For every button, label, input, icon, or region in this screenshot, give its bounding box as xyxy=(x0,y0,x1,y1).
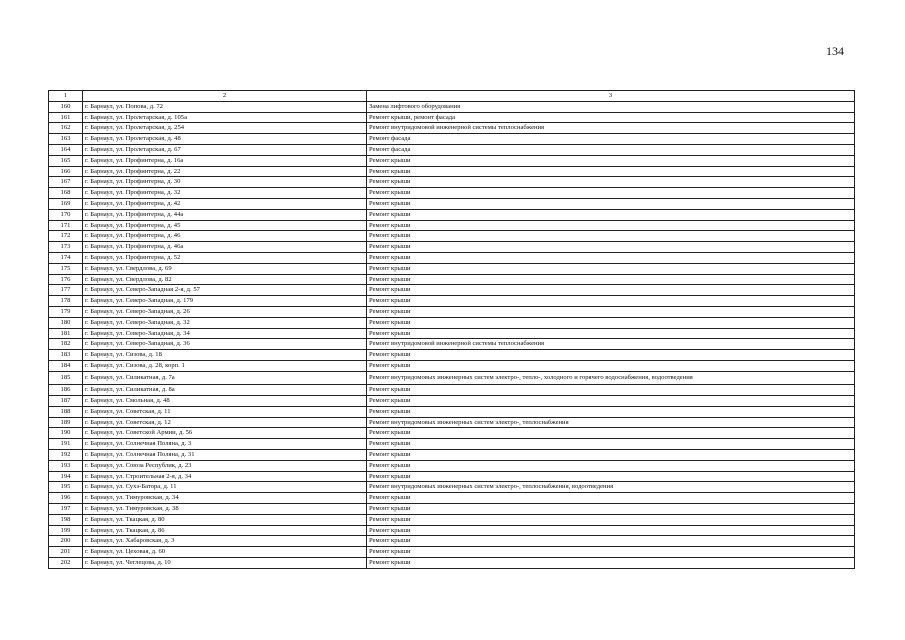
row-number: 199 xyxy=(49,525,83,536)
row-address: г. Барнаул, ул. Профинтерна, д. 16а xyxy=(83,155,367,166)
row-number: 178 xyxy=(49,296,83,307)
row-work-type: Ремонт внутридомовых инженерных систем электро-, теплоснабжения, водоотведения xyxy=(367,482,855,493)
row-address: г. Барнаул, ул. Тимуровская, д. 34 xyxy=(83,493,367,504)
row-work-type: Ремонт внутридомовой инженерной системы теплоснабжения xyxy=(367,339,855,350)
row-work-type: Ремонт крыши xyxy=(367,296,855,307)
row-address: г. Барнаул, ул. Сухэ-Батора, д. 11 xyxy=(83,482,367,493)
table-row xyxy=(49,188,855,199)
row-number: 191 xyxy=(49,439,83,450)
row-number: 192 xyxy=(49,450,83,461)
row-work-type: Ремонт крыши xyxy=(367,209,855,220)
table-row xyxy=(49,134,855,145)
page-number: 134 xyxy=(826,44,844,58)
row-address: г. Барнаул, ул. Свердлова, д. 69 xyxy=(83,263,367,274)
register-table-body xyxy=(49,91,855,569)
row-number: 202 xyxy=(49,557,83,568)
row-number: 169 xyxy=(49,198,83,209)
column-header-address: 2 xyxy=(83,91,367,102)
row-work-type: Ремонт крыши xyxy=(367,396,855,407)
row-number: 179 xyxy=(49,306,83,317)
row-work-type: Ремонт крыши xyxy=(367,177,855,188)
table-row xyxy=(49,112,855,123)
table-row xyxy=(49,263,855,274)
row-work-type: Ремонт крыши xyxy=(367,450,855,461)
row-address: г. Барнаул, ул. Силикатная, д. 7а xyxy=(83,371,367,385)
row-address: г. Барнаул, ул. Ткацкая, д. 80 xyxy=(83,514,367,525)
row-work-type: Ремонт внутридомовой инженерной системы теплоснабжения xyxy=(367,123,855,134)
row-address: г. Барнаул, ул. Пролетарская, д. 67 xyxy=(83,144,367,155)
table-row xyxy=(49,306,855,317)
row-number: 190 xyxy=(49,428,83,439)
table-row xyxy=(49,350,855,361)
table-row xyxy=(49,144,855,155)
table-row xyxy=(49,360,855,371)
row-work-type: Ремонт крыши xyxy=(367,198,855,209)
row-number: 160 xyxy=(49,101,83,112)
row-number: 189 xyxy=(49,417,83,428)
row-work-type: Ремонт фасада xyxy=(367,144,855,155)
table-row xyxy=(49,166,855,177)
table-row xyxy=(49,417,855,428)
row-address: г. Барнаул, ул. Советская, д. 12 xyxy=(83,417,367,428)
row-work-type: Ремонт крыши, ремонт фасада xyxy=(367,112,855,123)
row-address: г. Барнаул, ул. Солнечная Поляна, д. 3 xyxy=(83,439,367,450)
row-address: г. Барнаул, ул. Смольная, д. 48 xyxy=(83,396,367,407)
row-address: г. Барнаул, ул. Союза Республик, д. 23 xyxy=(83,460,367,471)
row-number: 188 xyxy=(49,406,83,417)
register-table xyxy=(48,90,855,569)
row-address: г. Барнаул, ул. Северо-Западная, д. 34 xyxy=(83,328,367,339)
row-work-type: Ремонт крыши xyxy=(367,285,855,296)
row-number: 168 xyxy=(49,188,83,199)
row-work-type: Ремонт крыши xyxy=(367,317,855,328)
row-number: 185 xyxy=(49,371,83,385)
row-number: 200 xyxy=(49,536,83,547)
table-row xyxy=(49,503,855,514)
table-row xyxy=(49,123,855,134)
row-number: 175 xyxy=(49,263,83,274)
row-work-type: Ремонт крыши xyxy=(367,274,855,285)
table-row xyxy=(49,252,855,263)
row-address: г. Барнаул, ул. Профинтерна, д. 52 xyxy=(83,252,367,263)
table-row xyxy=(49,177,855,188)
row-work-type: Ремонт крыши xyxy=(367,503,855,514)
row-address: г. Барнаул, ул. Профинтерна, д. 22 xyxy=(83,166,367,177)
row-address: г. Барнаул, ул. Тимуровская, д. 38 xyxy=(83,503,367,514)
row-work-type: Ремонт крыши xyxy=(367,385,855,396)
row-address: г. Барнаул, ул. Пролетарская, д. 105а xyxy=(83,112,367,123)
row-number: 177 xyxy=(49,285,83,296)
row-address: г. Барнаул, ул. Строительная 2-я, д. 34 xyxy=(83,471,367,482)
row-number: 198 xyxy=(49,514,83,525)
table-header-row xyxy=(49,91,855,102)
row-work-type: Ремонт крыши xyxy=(367,439,855,450)
row-number: 194 xyxy=(49,471,83,482)
row-number: 193 xyxy=(49,460,83,471)
table-row xyxy=(49,406,855,417)
row-number: 183 xyxy=(49,350,83,361)
table-row xyxy=(49,428,855,439)
table-row xyxy=(49,536,855,547)
row-work-type: Ремонт крыши xyxy=(367,328,855,339)
table-row xyxy=(49,339,855,350)
row-work-type: Ремонт крыши xyxy=(367,471,855,482)
row-address: г. Барнаул, ул. Пролетарская, д. 48 xyxy=(83,134,367,145)
row-address: г. Барнаул, ул. Солнечная Поляна, д. 31 xyxy=(83,450,367,461)
row-number: 166 xyxy=(49,166,83,177)
row-work-type: Ремонт крыши xyxy=(367,252,855,263)
row-address: г. Барнаул, ул. Северо-Западная 2-я, д. 57 xyxy=(83,285,367,296)
row-address: г. Барнаул, ул. Профинтерна, д. 42 xyxy=(83,198,367,209)
row-work-type: Ремонт крыши xyxy=(367,350,855,361)
row-work-type: Ремонт крыши xyxy=(367,406,855,417)
column-header-work-type: 3 xyxy=(367,91,855,102)
row-work-type: Ремонт внутридомовых инженерных систем электро-, теплоснабжения xyxy=(367,417,855,428)
row-number: 182 xyxy=(49,339,83,350)
row-address: г. Барнаул, ул. Северо-Западная, д. 32 xyxy=(83,317,367,328)
row-address: г. Барнаул, ул. Профинтерна, д. 32 xyxy=(83,188,367,199)
table-row xyxy=(49,460,855,471)
row-work-type: Ремонт крыши xyxy=(367,231,855,242)
table-row xyxy=(49,317,855,328)
row-number: 162 xyxy=(49,123,83,134)
row-address: г. Барнаул, ул. Советской Армии, д. 56 xyxy=(83,428,367,439)
table-row xyxy=(49,439,855,450)
row-address: г. Барнаул, ул. Профинтерна, д. 46 xyxy=(83,231,367,242)
row-work-type: Ремонт крыши xyxy=(367,155,855,166)
row-address: г. Барнаул, ул. Попова, д. 72 xyxy=(83,101,367,112)
table-row xyxy=(49,274,855,285)
row-address: г. Барнаул, ул. Сизова, д. 18 xyxy=(83,350,367,361)
row-number: 201 xyxy=(49,547,83,558)
row-work-type: Ремонт крыши xyxy=(367,188,855,199)
table-row xyxy=(49,547,855,558)
table-row xyxy=(49,242,855,253)
row-number: 180 xyxy=(49,317,83,328)
row-number: 165 xyxy=(49,155,83,166)
table-row xyxy=(49,525,855,536)
row-address: г. Барнаул, ул. Профинтерна, д. 46а xyxy=(83,242,367,253)
table-row xyxy=(49,198,855,209)
table-row xyxy=(49,209,855,220)
row-number: 176 xyxy=(49,274,83,285)
row-address: г. Барнаул, ул. Сизова, д. 28, корп. 1 xyxy=(83,360,367,371)
row-number: 161 xyxy=(49,112,83,123)
table-row xyxy=(49,471,855,482)
table-row xyxy=(49,450,855,461)
row-work-type: Ремонт крыши xyxy=(367,263,855,274)
row-address: г. Барнаул, ул. Профинтерна, д. 30 xyxy=(83,177,367,188)
row-address: г. Барнаул, ул. Силикатная, д. 8а xyxy=(83,385,367,396)
row-work-type: Замена лифтового оборудования xyxy=(367,101,855,112)
row-number: 196 xyxy=(49,493,83,504)
row-address: г. Барнаул, ул. Ткацкая, д. 86 xyxy=(83,525,367,536)
table-row xyxy=(49,101,855,112)
table-row xyxy=(49,231,855,242)
row-work-type: Ремонт крыши xyxy=(367,536,855,547)
row-work-type: Ремонт крыши xyxy=(367,525,855,536)
row-number: 164 xyxy=(49,144,83,155)
row-address: г. Барнаул, ул. Северо-Западная, д. 179 xyxy=(83,296,367,307)
row-work-type: Ремонт крыши xyxy=(367,242,855,253)
row-work-type: Ремонт крыши xyxy=(367,547,855,558)
row-number: 167 xyxy=(49,177,83,188)
row-work-type: Ремонт крыши xyxy=(367,493,855,504)
row-address: г. Барнаул, ул. Северо-Западная, д. 26 xyxy=(83,306,367,317)
row-address: г. Барнаул, ул. Цеховая, д. 60 xyxy=(83,547,367,558)
table-row xyxy=(49,514,855,525)
row-number: 197 xyxy=(49,503,83,514)
row-work-type: Ремонт крыши xyxy=(367,306,855,317)
table-row xyxy=(49,328,855,339)
table-row xyxy=(49,482,855,493)
row-address: г. Барнаул, ул. Пролетарская, д. 254 xyxy=(83,123,367,134)
row-number: 174 xyxy=(49,252,83,263)
row-number: 184 xyxy=(49,360,83,371)
row-address: г. Барнаул, ул. Профинтерна, д. 44а xyxy=(83,209,367,220)
row-work-type: Ремонт крыши xyxy=(367,514,855,525)
row-number: 187 xyxy=(49,396,83,407)
row-address: г. Барнаул, ул. Хабаровская, д. 3 xyxy=(83,536,367,547)
row-address: г. Барнаул, ул. Северо-Западная, д. 36 xyxy=(83,339,367,350)
row-work-type: Ремонт крыши xyxy=(367,166,855,177)
table-row xyxy=(49,220,855,231)
table-row xyxy=(49,296,855,307)
table-row xyxy=(49,493,855,504)
row-work-type: Ремонт крыши xyxy=(367,360,855,371)
table-row xyxy=(49,285,855,296)
row-number: 171 xyxy=(49,220,83,231)
row-number: 173 xyxy=(49,242,83,253)
row-address: г. Барнаул, ул. Советская, д. 11 xyxy=(83,406,367,417)
table-row xyxy=(49,371,855,385)
row-work-type: Ремонт крыши xyxy=(367,428,855,439)
table-row xyxy=(49,396,855,407)
row-work-type: Ремонт внутридомовых инженерных систем электро-, тепло-, холодного и горячего водоснабжения, водоотведения xyxy=(367,371,855,385)
column-header-number: 1 xyxy=(49,91,83,102)
table-row xyxy=(49,155,855,166)
row-work-type: Ремонт крыши xyxy=(367,460,855,471)
row-number: 170 xyxy=(49,209,83,220)
row-address: г. Барнаул, ул. Свердлова, д. 82 xyxy=(83,274,367,285)
row-work-type: Ремонт крыши xyxy=(367,557,855,568)
row-work-type: Ремонт фасада xyxy=(367,134,855,145)
row-number: 186 xyxy=(49,385,83,396)
row-address: г. Барнаул, ул. Чеглецова, д. 10 xyxy=(83,557,367,568)
table-row xyxy=(49,385,855,396)
row-address: г. Барнаул, ул. Профинтерна, д. 45 xyxy=(83,220,367,231)
table-row xyxy=(49,557,855,568)
row-number: 195 xyxy=(49,482,83,493)
row-number: 172 xyxy=(49,231,83,242)
row-number: 163 xyxy=(49,134,83,145)
row-work-type: Ремонт крыши xyxy=(367,220,855,231)
row-number: 181 xyxy=(49,328,83,339)
